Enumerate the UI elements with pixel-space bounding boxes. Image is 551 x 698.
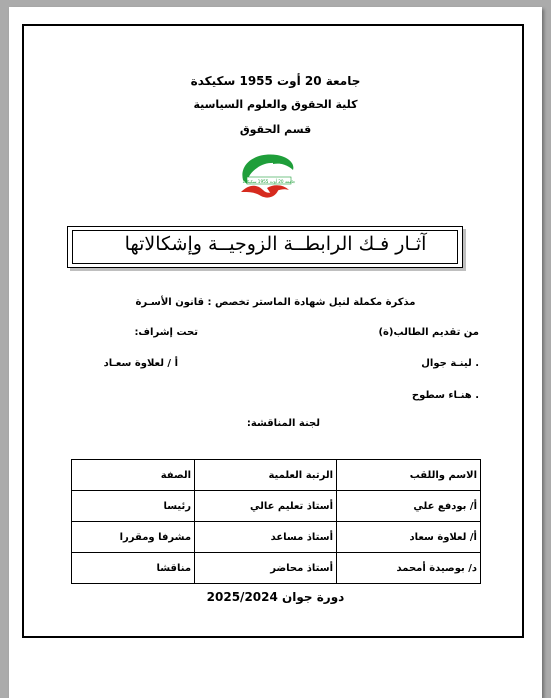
jury-member-name: د/ بوصيدة أمحمد [337, 553, 481, 584]
jury-member-name: أ/ بودفع علي [337, 491, 481, 522]
session-date: دورة جوان 2025/2024 [206, 590, 345, 604]
memo-description: مذكرة مكملة لنيل شهادة الماستر تخصص : قانون الأسـرة [135, 297, 416, 308]
jury-member-role: رئيسا [72, 491, 195, 522]
student-name: . لينـة جوال [421, 358, 479, 369]
faculty-name: كلية الحقوق والعلوم السياسية [193, 98, 358, 111]
committee-label: لجنة المناقشة: [246, 418, 320, 429]
jury-member-name: أ/ لعلاوة سعاد [337, 522, 481, 553]
jury-table [71, 459, 481, 584]
table-row [72, 491, 481, 522]
presented-by-label: من تقديم الطالب(ة) [378, 327, 479, 338]
logo-caption: جامعة 20 أوت 1955 سكيكدة [242, 178, 296, 184]
table-row [72, 553, 481, 584]
university-logo [233, 150, 299, 202]
header-rank: الرتبة العلمية [195, 460, 337, 491]
university-name: جامعة 20 أوت 1955 سكيكدة [190, 74, 361, 88]
student-name: . هنـاء سطوح [411, 390, 479, 401]
jury-member-rank: أستاذ مساعد [195, 522, 337, 553]
thesis-title: آثـار فـك الرابطــة الزوجيــة وإشكالاتها [124, 233, 427, 255]
header-name: الاسم واللقب [337, 460, 481, 491]
table-header-row [72, 460, 481, 491]
jury-member-rank: أستاذ تعليم عالي [195, 491, 337, 522]
department-name: قسم الحقوق [239, 123, 312, 136]
supervisor-name: أ / لعلاوة سعـاد [103, 358, 178, 369]
jury-member-role: مناقشا [72, 553, 195, 584]
jury-member-role: مشرفا ومقررا [72, 522, 195, 553]
header-role: الصفة [72, 460, 195, 491]
supervision-label: تحت إشراف: [134, 327, 198, 338]
jury-member-rank: أستاذ محاضر [195, 553, 337, 584]
table-row [72, 522, 481, 553]
